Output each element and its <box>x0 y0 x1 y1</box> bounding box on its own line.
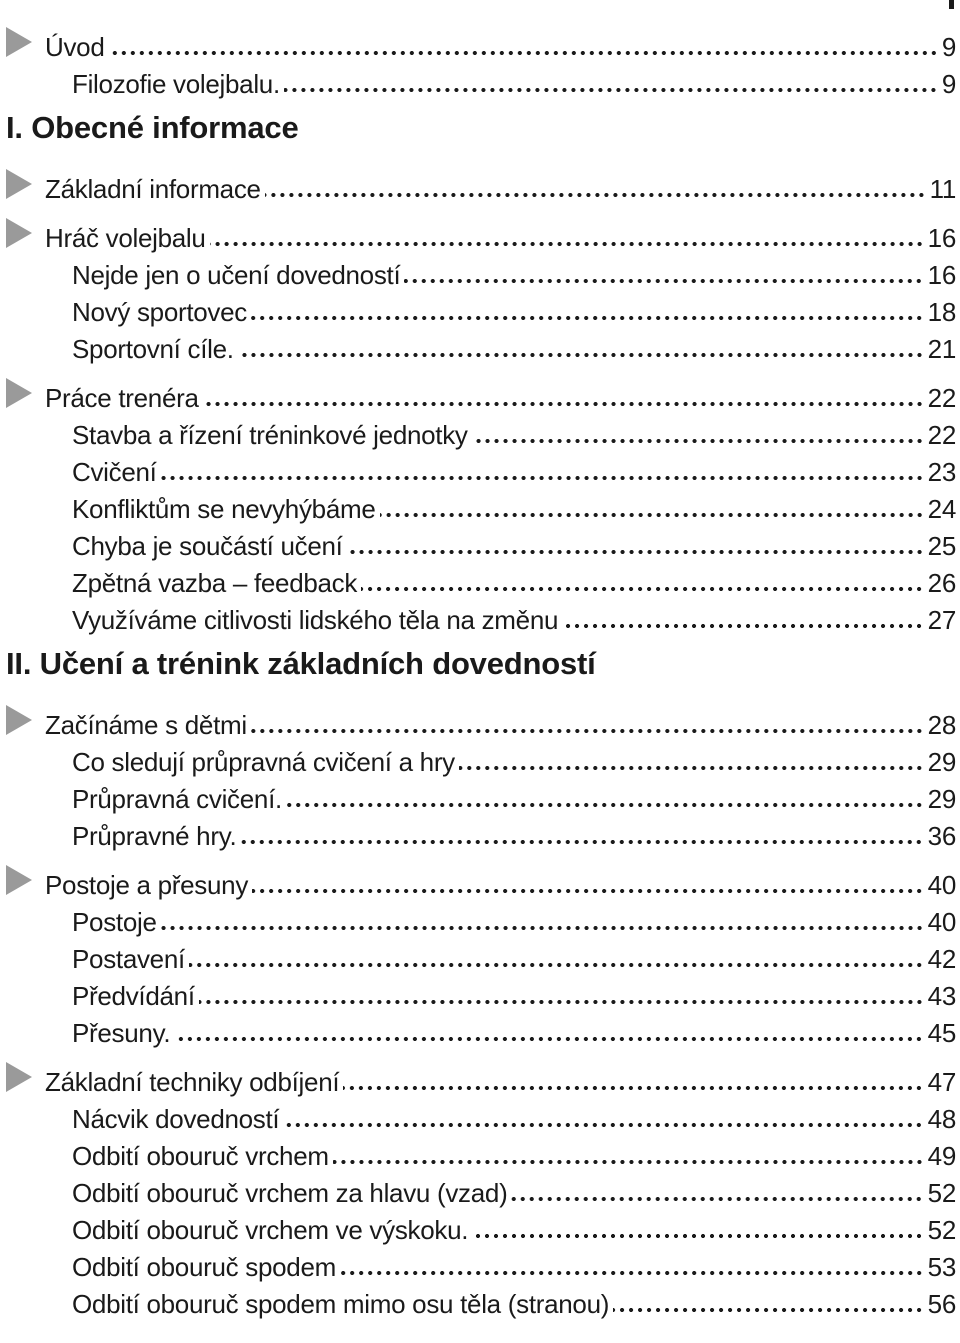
toc-chapter-row[interactable] <box>0 864 956 901</box>
entry-title: Odbití obouruč vrchem ve výskoku. <box>72 1215 469 1245</box>
toc-entry-row[interactable] <box>0 414 956 451</box>
toc-chapter-row[interactable] <box>0 1061 956 1098</box>
dot-leader <box>283 1123 923 1127</box>
page-number: 18 <box>927 297 956 327</box>
page-number: 22 <box>927 383 956 413</box>
dot-leader <box>252 889 924 893</box>
toc-entry-row[interactable] <box>0 778 956 815</box>
dot-leader <box>199 1000 924 1004</box>
toc-entry-row[interactable] <box>0 975 956 1012</box>
entry-title: Zpětná vazba – feedback <box>72 568 358 598</box>
dot-leader <box>361 587 924 591</box>
entry-title: Odbití obouruč spodem mimo osu těla (stranou) <box>72 1289 610 1319</box>
dot-leader <box>251 729 924 733</box>
toc-entry-row[interactable] <box>0 1098 956 1135</box>
page-number: 53 <box>927 1252 956 1282</box>
dot-leader <box>472 1234 924 1238</box>
dot-leader <box>189 963 924 967</box>
page-number: 56 <box>927 1289 956 1319</box>
page-number: 45 <box>927 1018 956 1048</box>
page-number: 42 <box>927 944 956 974</box>
page-number: 23 <box>927 457 956 487</box>
section-heading: I. Obecné informace <box>6 110 299 145</box>
page-number: 49 <box>927 1141 956 1171</box>
toc-entry-row[interactable] <box>0 1172 956 1209</box>
page-number: 21 <box>927 334 956 364</box>
entry-title: Konfliktům se nevyhýbáme <box>72 494 376 524</box>
page-number: 9 <box>941 69 956 99</box>
triangle-bullet-icon <box>6 169 32 199</box>
toc-entry-row[interactable] <box>0 901 956 938</box>
dot-leader <box>284 88 938 92</box>
entry-title: Cvičení <box>72 457 157 487</box>
dot-leader <box>333 1160 924 1164</box>
dot-leader <box>109 51 938 55</box>
toc-entry-row[interactable] <box>0 328 956 365</box>
chapter-title: Práce trenéra <box>45 383 199 413</box>
toc-chapter-row[interactable] <box>0 217 956 254</box>
entry-title: Sportovní cíle. <box>72 334 234 364</box>
dot-leader <box>613 1308 924 1312</box>
triangle-bullet-icon <box>6 705 32 735</box>
entry-title: Průpravné hry. <box>72 821 237 851</box>
entry-title: Co sledují průpravná cvičení a hry <box>72 747 455 777</box>
entry-title: Odbití obouruč vrchem <box>72 1141 329 1171</box>
triangle-bullet-icon <box>6 378 32 408</box>
entry-title: Předvídání <box>72 981 195 1011</box>
entry-title: Postoje <box>72 907 157 937</box>
entry-title: Nejde jen o učení dovedností <box>72 260 401 290</box>
toc-entry-row[interactable] <box>0 1246 956 1283</box>
dot-leader <box>562 624 924 628</box>
page-number: 47 <box>927 1067 956 1097</box>
toc-chapter-row[interactable] <box>0 168 956 205</box>
chapter-title: Základní informace <box>45 174 261 204</box>
page-number: 43 <box>927 981 956 1011</box>
entry-title: Odbití obouruč vrchem za hlavu (vzad) <box>72 1178 508 1208</box>
toc-chapter-row[interactable] <box>0 704 956 741</box>
toc-entry-row[interactable] <box>0 525 956 562</box>
page-number: 27 <box>927 605 956 635</box>
dot-leader <box>240 840 923 844</box>
section-heading: II. Učení a trénink základních dovedností <box>6 646 596 681</box>
entry-title: Průpravná cvičení. <box>72 784 282 814</box>
dot-leader <box>174 1037 923 1041</box>
dot-leader <box>238 353 924 357</box>
toc-entry-row[interactable] <box>0 599 956 636</box>
entry-title: Stavba a řízení tréninkové jednotky <box>72 420 468 450</box>
toc-chapter-row[interactable] <box>0 377 956 414</box>
dot-leader <box>203 402 924 406</box>
toc-entry-row[interactable] <box>0 938 956 975</box>
page-number: 29 <box>927 784 956 814</box>
entry-title: Filozofie volejbalu. <box>72 69 280 99</box>
entry-title: Postavení <box>72 944 185 974</box>
toc-entry-row[interactable] <box>0 1283 956 1320</box>
triangle-bullet-icon <box>6 1062 32 1092</box>
page-number: 40 <box>927 870 956 900</box>
page-number: 26 <box>927 568 956 598</box>
page-number: 52 <box>927 1215 956 1245</box>
dot-leader <box>286 803 924 807</box>
chapter-title: Začínáme s dětmi <box>45 710 247 740</box>
toc-entry-row[interactable] <box>0 451 956 488</box>
entry-title: Nový sportovec <box>72 297 247 327</box>
entry-title: Využíváme citlivosti lidského těla na změnu <box>72 605 559 635</box>
toc-entry-row[interactable] <box>0 562 956 599</box>
page-number: 36 <box>927 821 956 851</box>
page-number: 29 <box>927 747 956 777</box>
dot-leader <box>210 242 924 246</box>
toc-entry-row[interactable] <box>0 1135 956 1172</box>
dot-leader <box>511 1197 923 1201</box>
page-number: 25 <box>927 531 956 561</box>
toc-entry-row[interactable] <box>0 488 956 525</box>
dot-leader <box>343 1086 923 1090</box>
dot-leader <box>459 766 924 770</box>
toc-entry-row[interactable] <box>0 254 956 291</box>
dot-leader <box>404 279 923 283</box>
entry-title: Nácvik dovedností <box>72 1104 280 1134</box>
triangle-bullet-icon <box>6 218 32 248</box>
toc-entry-row[interactable] <box>0 291 956 328</box>
dot-leader <box>265 193 926 197</box>
triangle-bullet-icon <box>6 865 32 895</box>
page-number: 52 <box>927 1178 956 1208</box>
entry-title: Přesuny. <box>72 1018 171 1048</box>
toc-entry-row[interactable] <box>0 815 956 852</box>
dot-leader <box>161 926 924 930</box>
corner-mark <box>949 0 954 9</box>
page-number: 16 <box>927 260 956 290</box>
dot-leader <box>340 1271 924 1275</box>
page-number: 48 <box>927 1104 956 1134</box>
dot-leader <box>380 513 924 517</box>
page-number: 40 <box>927 907 956 937</box>
dot-leader <box>161 476 924 480</box>
page-number: 16 <box>927 223 956 253</box>
chapter-title: Úvod <box>45 32 105 62</box>
page-number: 11 <box>929 174 956 204</box>
triangle-bullet-icon <box>6 27 32 57</box>
page-number: 9 <box>941 32 956 62</box>
toc-entry-row[interactable] <box>0 63 956 100</box>
toc-chapter-row[interactable] <box>0 26 956 63</box>
chapter-title: Základní techniky odbíjení <box>45 1067 340 1097</box>
toc-entry-row[interactable] <box>0 1012 956 1049</box>
entry-title: Chyba je součástí učení <box>72 531 343 561</box>
page-number: 22 <box>927 420 956 450</box>
dot-leader <box>251 316 924 320</box>
entry-title: Odbití obouruč spodem <box>72 1252 336 1282</box>
chapter-title: Postoje a přesuny <box>45 870 249 900</box>
chapter-title: Hráč volejbalu <box>45 223 206 253</box>
dot-leader <box>347 550 924 554</box>
toc-entry-row[interactable] <box>0 741 956 778</box>
dot-leader <box>472 439 924 443</box>
toc-entry-row[interactable] <box>0 1209 956 1246</box>
page-number: 24 <box>927 494 956 524</box>
page-number: 28 <box>927 710 956 740</box>
